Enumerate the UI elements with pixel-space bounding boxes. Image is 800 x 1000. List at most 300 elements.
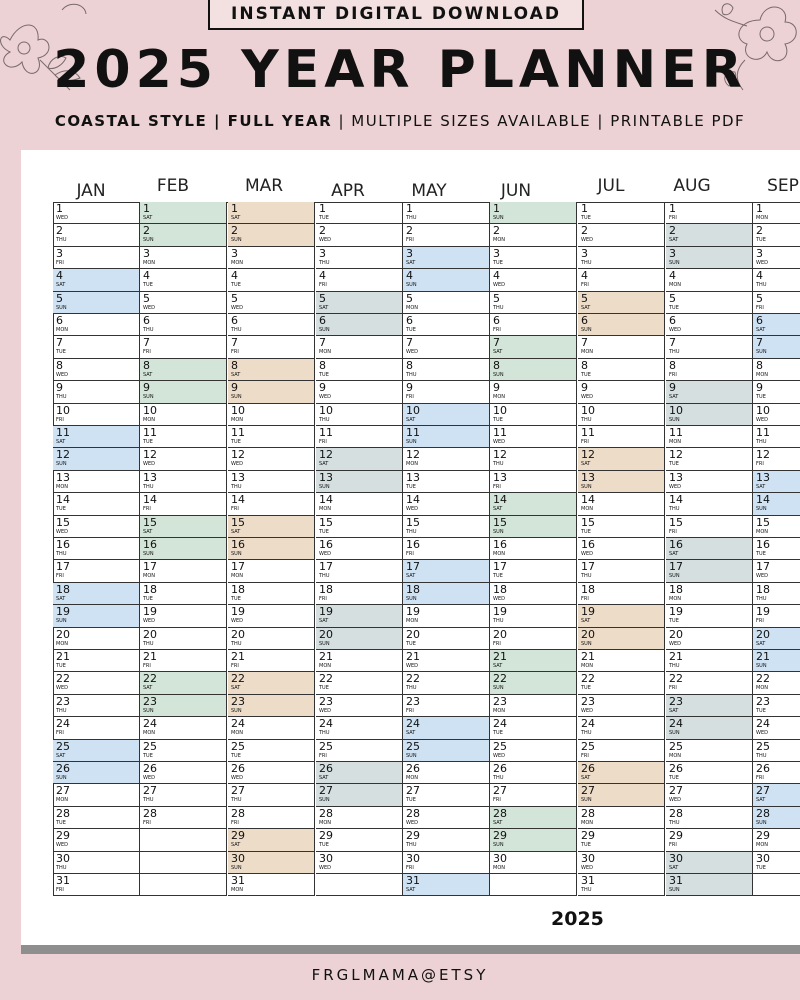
day-number: 7 — [406, 336, 413, 350]
weekday-label: FRI — [406, 707, 414, 714]
day-number: 1 — [143, 202, 150, 215]
weekday-label: SAT — [56, 282, 66, 289]
day-number: 22 — [581, 672, 595, 686]
weekday-label: FRI — [56, 887, 64, 893]
day-number: 7 — [231, 336, 238, 350]
weekday-label: TUE — [319, 215, 329, 221]
day-cell-jan-26 — [53, 762, 140, 784]
day-cell-aug-4 — [666, 269, 753, 291]
weekday-label: SUN — [56, 304, 67, 311]
day-cell-sep-21 — [753, 650, 800, 672]
weekday-label: MON — [56, 483, 68, 490]
day-cell-feb-26 — [140, 762, 227, 784]
day-cell-apr-5 — [316, 292, 403, 314]
day-number: 17 — [669, 560, 683, 574]
weekday-label: SUN — [319, 640, 330, 647]
day-number: 3 — [406, 246, 413, 260]
day-number: 15 — [406, 515, 420, 529]
weekday-label: WED — [669, 640, 681, 647]
day-number: 13 — [56, 470, 70, 484]
day-number: 9 — [406, 381, 413, 395]
day-number: 26 — [319, 762, 333, 775]
day-number: 16 — [406, 538, 420, 551]
day-number: 2 — [143, 224, 150, 238]
day-cell-aug-7 — [666, 336, 753, 358]
weekday-label: FRI — [56, 259, 64, 266]
day-number: 8 — [756, 358, 763, 372]
day-number: 10 — [56, 403, 70, 417]
day-cell-mar-23 — [228, 695, 315, 717]
day-number: 25 — [406, 739, 420, 753]
day-cell-jun-17 — [490, 560, 577, 582]
weekday-label: SAT — [56, 752, 66, 759]
day-number: 23 — [231, 694, 245, 708]
weekday-label: THU — [756, 439, 767, 445]
weekday-label: THU — [231, 797, 242, 804]
day-number: 2 — [756, 224, 763, 238]
weekday-label: MON — [493, 551, 505, 557]
day-cell-mar-18 — [228, 583, 315, 605]
day-number: 12 — [669, 448, 683, 462]
day-cell-feb-4 — [140, 269, 227, 291]
weekday-label: SUN — [56, 461, 67, 468]
weekday-label: TUE — [143, 439, 153, 445]
weekday-label: FRI — [406, 864, 414, 871]
day-number: 8 — [669, 358, 676, 372]
day-number: 12 — [319, 448, 333, 462]
day-number: 11 — [56, 426, 70, 439]
weekday-label: MON — [581, 663, 593, 669]
weekday-label: MON — [231, 259, 243, 266]
day-cell-jul-31 — [578, 874, 665, 896]
day-cell-aug-28 — [666, 807, 753, 829]
day-number: 2 — [319, 224, 326, 238]
day-number: 4 — [669, 269, 676, 283]
day-cell-apr-9 — [316, 381, 403, 403]
day-number: 2 — [406, 224, 413, 238]
day-number: 21 — [231, 650, 245, 663]
day-number: 21 — [56, 650, 70, 663]
weekday-label: FRI — [56, 573, 64, 580]
day-cell-mar-21 — [228, 650, 315, 672]
day-number: 30 — [319, 851, 333, 865]
day-cell-mar-31 — [228, 874, 315, 896]
weekday-label: SAT — [406, 730, 416, 737]
weekday-label: TUE — [319, 842, 329, 849]
day-cell-jan-19 — [53, 605, 140, 627]
weekday-label: MON — [581, 349, 593, 356]
day-number: 20 — [756, 627, 770, 641]
day-cell-may-24 — [403, 717, 490, 739]
weekday-label: TUE — [56, 349, 66, 356]
day-cell-apr-10 — [316, 404, 403, 426]
day-cell-jan-23 — [53, 695, 140, 717]
day-cell-jan-14 — [53, 493, 140, 515]
day-number: 11 — [143, 426, 157, 439]
day-number: 15 — [231, 515, 245, 529]
day-number: 15 — [319, 515, 333, 529]
day-cell-jun-12 — [490, 448, 577, 470]
day-number: 14 — [231, 493, 245, 507]
month-header-aug: AUG — [673, 176, 711, 196]
day-cell-jun-25 — [490, 740, 577, 762]
day-number: 17 — [231, 560, 245, 574]
weekday-label: MON — [56, 797, 68, 804]
planner-sheet — [21, 150, 800, 945]
weekday-label: THU — [581, 730, 592, 737]
weekday-label: WED — [493, 282, 505, 289]
day-cell-mar-24 — [228, 717, 315, 739]
day-cell-aug-24 — [666, 717, 753, 739]
weekday-label: TUE — [669, 461, 679, 468]
weekday-label: FRI — [319, 595, 327, 602]
day-cell-may-1 — [403, 202, 490, 224]
day-cell-feb-5 — [140, 292, 227, 314]
weekday-label: SAT — [581, 304, 591, 311]
day-number: 23 — [493, 694, 507, 708]
day-cell-jul-15 — [578, 516, 665, 538]
weekday-label: SAT — [319, 304, 329, 311]
month-header-apr: APR — [331, 181, 365, 201]
day-cell-jan-8 — [53, 359, 140, 381]
day-number: 24 — [56, 717, 70, 731]
day-number: 22 — [143, 672, 157, 686]
day-number: 22 — [56, 672, 70, 686]
day-cell-mar-14 — [228, 493, 315, 515]
weekday-label: TUE — [669, 618, 679, 625]
day-cell-feb-22 — [140, 672, 227, 694]
day-cell-mar-4 — [228, 269, 315, 291]
weekday-label: FRI — [756, 461, 764, 468]
day-cell-sep-19 — [753, 605, 800, 627]
day-cell-mar-17 — [228, 560, 315, 582]
weekday-label: MON — [406, 461, 418, 468]
day-number: 13 — [493, 470, 507, 484]
weekday-label: TUE — [756, 864, 766, 871]
weekday-label: TUE — [143, 752, 153, 759]
day-number: 26 — [143, 762, 157, 775]
weekday-label: MON — [319, 349, 331, 356]
weekday-label: SUN — [756, 349, 767, 356]
day-cell-sep-16 — [753, 538, 800, 560]
weekday-label: SAT — [756, 327, 766, 333]
day-number: 4 — [143, 269, 150, 283]
day-cell-apr-13 — [316, 471, 403, 493]
day-number: 5 — [669, 291, 676, 305]
weekday-label: SUN — [56, 775, 67, 781]
day-number: 5 — [406, 291, 413, 305]
day-number: 24 — [493, 717, 507, 731]
weekday-label: WED — [319, 237, 331, 244]
weekday-label: SUN — [669, 887, 680, 893]
day-number: 25 — [143, 739, 157, 753]
weekday-label: SUN — [581, 640, 592, 647]
weekday-label: TUE — [581, 528, 591, 535]
weekday-label: THU — [56, 394, 67, 401]
day-cell-jun-10 — [490, 404, 577, 426]
day-cell-sep-25 — [753, 740, 800, 762]
day-number: 3 — [493, 246, 500, 260]
day-number: 23 — [56, 694, 70, 708]
weekday-label: SAT — [581, 775, 591, 781]
weekday-label: THU — [406, 842, 417, 849]
weekday-label: TUE — [493, 416, 503, 423]
weekday-label: SAT — [231, 842, 241, 849]
weekday-label: TUE — [406, 640, 416, 647]
day-number: 27 — [581, 784, 595, 798]
day-number: 1 — [231, 202, 238, 215]
day-number: 28 — [56, 806, 70, 820]
day-cell-jul-25 — [578, 740, 665, 762]
day-cell-may-25 — [403, 740, 490, 762]
day-number: 10 — [493, 403, 507, 417]
weekday-label: FRI — [756, 618, 764, 625]
day-cell-jul-9 — [578, 381, 665, 403]
weekday-label: FRI — [406, 394, 414, 401]
weekday-label: SAT — [669, 551, 679, 557]
day-number: 18 — [581, 582, 595, 596]
day-cell-may-5 — [403, 292, 490, 314]
day-cell-apr-30 — [316, 852, 403, 874]
weekday-label: MON — [669, 752, 681, 759]
day-cell-mar-7 — [228, 336, 315, 358]
day-cell-mar-22 — [228, 672, 315, 694]
day-cell-jul-23 — [578, 695, 665, 717]
weekday-label: FRI — [143, 506, 151, 513]
day-number: 25 — [56, 739, 70, 753]
day-number: 2 — [56, 224, 63, 238]
day-cell-jul-10 — [578, 404, 665, 426]
weekday-label: SAT — [756, 483, 766, 490]
day-number: 4 — [56, 269, 63, 283]
day-number: 24 — [406, 717, 420, 731]
day-cell-aug-15 — [666, 516, 753, 538]
day-cell-mar-10 — [228, 404, 315, 426]
weekday-label: SUN — [143, 237, 154, 244]
weekday-label: FRI — [406, 237, 414, 244]
day-cell-apr-6 — [316, 314, 403, 336]
weekday-label: FRI — [669, 215, 677, 221]
day-cell-jan-27 — [53, 784, 140, 806]
day-number: 28 — [319, 806, 333, 820]
day-number: 28 — [406, 806, 420, 820]
day-cell-feb-20 — [140, 628, 227, 650]
day-number: 16 — [143, 538, 157, 551]
day-cell-may-16 — [403, 538, 490, 560]
day-cell-apr-8 — [316, 359, 403, 381]
weekday-label: THU — [493, 304, 504, 311]
empty-cell — [140, 829, 227, 851]
day-cell-mar-11 — [228, 426, 315, 448]
weekday-label: WED — [231, 618, 243, 625]
day-number: 12 — [56, 448, 70, 462]
day-number: 25 — [231, 739, 245, 753]
weekday-label: SAT — [143, 685, 153, 692]
day-number: 13 — [406, 470, 420, 484]
weekday-label: WED — [143, 304, 155, 311]
day-cell-mar-15 — [228, 516, 315, 538]
day-number: 9 — [669, 381, 676, 395]
month-header-jul: JUL — [597, 176, 625, 196]
weekday-label: THU — [56, 864, 67, 871]
day-number: 7 — [669, 336, 676, 350]
weekday-label: MON — [231, 416, 243, 423]
day-cell-jun-13 — [490, 471, 577, 493]
day-cell-jun-29 — [490, 829, 577, 851]
day-number: 1 — [581, 202, 588, 215]
weekday-label: THU — [581, 887, 592, 893]
day-cell-apr-19 — [316, 605, 403, 627]
weekday-label: SUN — [581, 483, 592, 490]
weekday-label: THU — [143, 640, 154, 647]
day-number: 15 — [56, 515, 70, 529]
weekday-label: SAT — [669, 864, 679, 871]
day-cell-apr-23 — [316, 695, 403, 717]
weekday-label: MON — [493, 237, 505, 244]
day-number: 19 — [493, 605, 507, 619]
day-number: 2 — [493, 224, 500, 238]
day-cell-aug-8 — [666, 359, 753, 381]
weekday-label: MON — [319, 663, 331, 669]
day-cell-apr-12 — [316, 448, 403, 470]
day-number: 22 — [231, 672, 245, 686]
weekday-label: MON — [581, 819, 593, 826]
day-cell-mar-5 — [228, 292, 315, 314]
day-number: 19 — [581, 605, 595, 619]
day-cell-jul-12 — [578, 448, 665, 470]
day-cell-may-29 — [403, 829, 490, 851]
day-cell-aug-11 — [666, 426, 753, 448]
day-number: 16 — [493, 538, 507, 551]
day-number: 27 — [406, 784, 420, 798]
empty-cell — [316, 874, 403, 896]
day-cell-mar-27 — [228, 784, 315, 806]
day-cell-mar-19 — [228, 605, 315, 627]
day-cell-jan-9 — [53, 381, 140, 403]
day-cell-aug-31 — [666, 874, 753, 896]
weekday-label: THU — [319, 416, 330, 423]
day-number: 18 — [493, 582, 507, 596]
day-cell-may-15 — [403, 516, 490, 538]
day-number: 11 — [319, 426, 333, 439]
weekday-label: TUE — [756, 237, 766, 244]
weekday-label: TUE — [231, 752, 241, 759]
day-number: 4 — [319, 269, 326, 283]
day-cell-sep-22 — [753, 672, 800, 694]
day-number: 24 — [319, 717, 333, 731]
day-number: 14 — [56, 493, 70, 507]
day-cell-aug-2 — [666, 224, 753, 246]
day-number: 26 — [406, 762, 420, 775]
day-cell-sep-5 — [753, 292, 800, 314]
weekday-label: TUE — [319, 528, 329, 535]
day-number: 3 — [143, 246, 150, 260]
day-number: 6 — [669, 314, 676, 327]
day-number: 17 — [581, 560, 595, 574]
day-number: 16 — [581, 538, 595, 551]
day-number: 13 — [756, 470, 770, 484]
day-number: 14 — [143, 493, 157, 507]
day-cell-sep-14 — [753, 493, 800, 515]
weekday-label: SUN — [143, 394, 154, 401]
day-cell-jan-24 — [53, 717, 140, 739]
day-cell-jul-11 — [578, 426, 665, 448]
day-cell-apr-15 — [316, 516, 403, 538]
day-number: 5 — [581, 291, 588, 305]
day-cell-jun-21 — [490, 650, 577, 672]
weekday-label: MON — [756, 842, 768, 849]
instant-download-badge: INSTANT DIGITAL DOWNLOAD — [208, 0, 584, 30]
day-number: 23 — [143, 694, 157, 708]
subtitle-rest: | MULTIPLE SIZES AVAILABLE | PRINTABLE PDF — [332, 112, 746, 130]
day-number: 31 — [56, 874, 70, 887]
weekday-label: THU — [143, 327, 154, 333]
weekday-label: THU — [143, 797, 154, 804]
day-cell-may-21 — [403, 650, 490, 672]
weekday-label: SUN — [319, 797, 330, 804]
day-number: 29 — [669, 829, 683, 843]
day-cell-apr-4 — [316, 269, 403, 291]
day-number: 16 — [56, 538, 70, 551]
day-cell-mar-3 — [228, 247, 315, 269]
weekday-label: SAT — [493, 506, 503, 513]
day-number: 29 — [231, 829, 245, 843]
weekday-label: SUN — [493, 528, 504, 535]
day-number: 28 — [581, 806, 595, 820]
day-number: 31 — [669, 874, 683, 887]
day-number: 14 — [493, 493, 507, 507]
weekday-label: WED — [756, 730, 768, 737]
day-cell-feb-28 — [140, 807, 227, 829]
day-number: 9 — [493, 381, 500, 395]
day-number: 10 — [669, 403, 683, 417]
day-cell-apr-28 — [316, 807, 403, 829]
day-cell-sep-29 — [753, 829, 800, 851]
day-cell-apr-27 — [316, 784, 403, 806]
weekday-label: TUE — [406, 797, 416, 804]
day-number: 9 — [319, 381, 326, 395]
day-number: 8 — [56, 358, 63, 372]
day-cell-aug-6 — [666, 314, 753, 336]
day-cell-apr-17 — [316, 560, 403, 582]
day-cell-feb-2 — [140, 224, 227, 246]
day-number: 9 — [231, 381, 238, 395]
day-number: 28 — [756, 806, 770, 820]
month-header-jan: JAN — [76, 181, 106, 201]
day-cell-jul-21 — [578, 650, 665, 672]
day-number: 24 — [581, 717, 595, 731]
day-cell-sep-30 — [753, 852, 800, 874]
day-cell-jul-7 — [578, 336, 665, 358]
weekday-label: FRI — [493, 797, 501, 804]
day-cell-jan-4 — [53, 269, 140, 291]
day-number: 15 — [581, 515, 595, 529]
weekday-label: MON — [493, 394, 505, 401]
day-cell-apr-21 — [316, 650, 403, 672]
day-cell-may-10 — [403, 404, 490, 426]
day-number: 28 — [143, 806, 157, 820]
day-cell-sep-8 — [753, 359, 800, 381]
day-cell-may-6 — [403, 314, 490, 336]
weekday-label: WED — [581, 864, 593, 871]
day-number: 26 — [56, 762, 70, 775]
day-number: 20 — [319, 627, 333, 641]
day-number: 21 — [669, 650, 683, 663]
day-number: 5 — [56, 291, 63, 305]
day-cell-jun-30 — [490, 852, 577, 874]
weekday-label: SAT — [406, 259, 416, 266]
weekday-label: SUN — [143, 551, 154, 557]
